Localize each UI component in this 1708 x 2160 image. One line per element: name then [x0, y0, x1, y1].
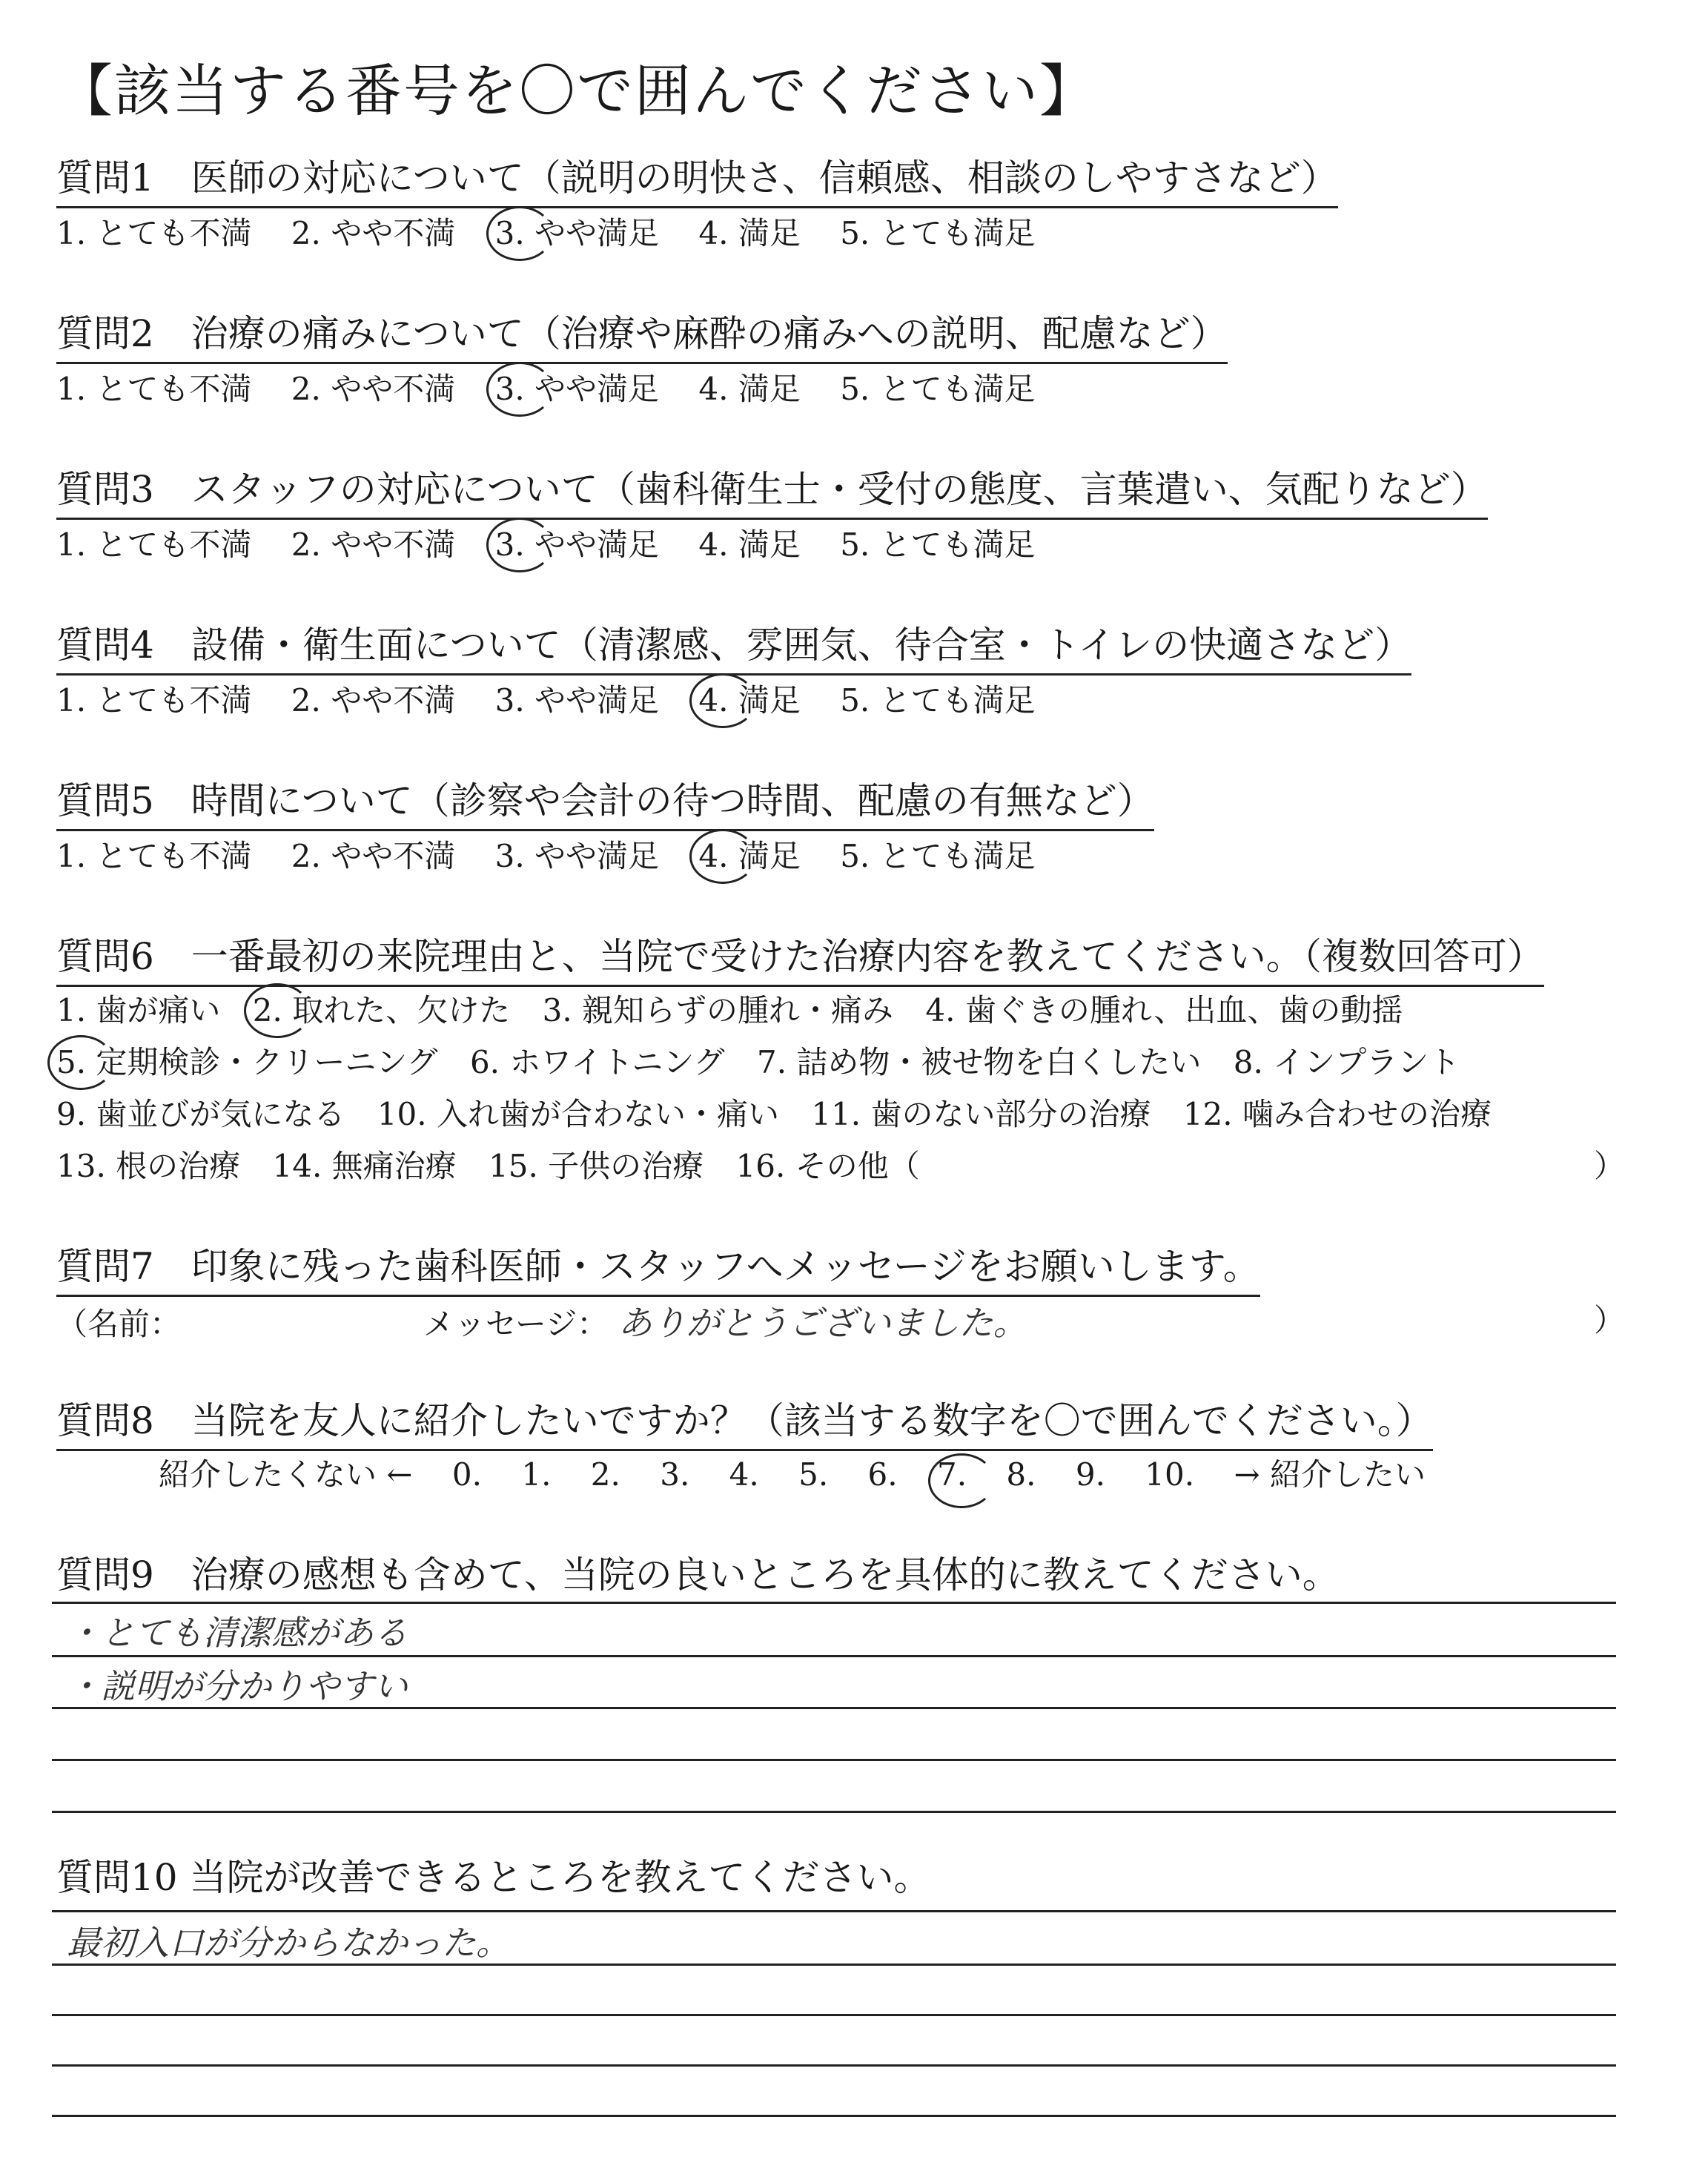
q6-row-4: [56, 1142, 942, 1186]
q9-answer-1[interactable]: ・とても清潔感がある: [67, 1613, 408, 1653]
q8-option-8[interactable]: 8.: [1006, 1456, 1036, 1493]
q9-line-5: [52, 1811, 1616, 1813]
q8-option-0[interactable]: 0.: [451, 1456, 482, 1493]
q5-heading: 質問5 時間について（診察や会計の待つ時間、配慮の有無など）: [56, 771, 1154, 831]
q1-option-5[interactable]: 5. とても満足: [840, 215, 1036, 251]
q9-answer-2[interactable]: ・説明が分かりやすい: [67, 1666, 408, 1706]
q7-message-label: メッセージ：: [423, 1306, 609, 1342]
q5-option-3[interactable]: 3. やや満足: [494, 838, 660, 874]
q10-answer-1[interactable]: 最初入口が分からなかった。: [67, 1923, 510, 1963]
q9-line-2: [52, 1655, 1616, 1657]
q3-option-5[interactable]: 5. とても満足: [840, 526, 1036, 563]
q1-option-3[interactable]: 3. やや満足: [495, 209, 659, 254]
q1-option-1[interactable]: 1. とても不満: [56, 215, 252, 251]
q6-heading: 質問6 一番最初の来院理由と、当院で受けた治療内容を教えてください。（複数回答可）: [56, 927, 1544, 987]
q3-options: [56, 521, 1065, 565]
q1-heading: 質問1 医師の対応について（説明の明快さ、信頼感、相談のしやすさなど）: [56, 148, 1338, 208]
q1-option-4[interactable]: 4. 満足: [698, 215, 801, 251]
q2-options: [56, 365, 1065, 409]
q2-option-5[interactable]: 5. とても満足: [840, 371, 1036, 407]
q8-option-1[interactable]: 1.: [521, 1456, 552, 1493]
q5-option-1[interactable]: 1. とても不満: [56, 838, 252, 874]
q4-option-3[interactable]: 3. やや満足: [494, 682, 660, 719]
q7-close: ）: [1593, 1302, 1625, 1338]
q6-option-12[interactable]: 12. 噛み合わせの治療: [1182, 1096, 1492, 1132]
q10-line-2: [52, 1964, 1616, 1966]
q3-option-2[interactable]: 2. やや不満: [291, 526, 456, 563]
q10-line-4: [52, 2064, 1616, 2067]
q8-right-label: → 紹介したい: [1234, 1456, 1426, 1493]
q8-heading: 質問8 当院を友人に紹介したいですか？（該当する数字を〇で囲んでください。）: [56, 1391, 1433, 1451]
q6-option-16[interactable]: 16. その他（: [735, 1148, 920, 1184]
q8-option-5[interactable]: 5.: [798, 1456, 829, 1493]
q3-option-4[interactable]: 4. 満足: [698, 526, 801, 563]
q8-option-4[interactable]: 4.: [729, 1456, 759, 1493]
q6-option-1[interactable]: 1. 歯が痛い: [56, 992, 221, 1028]
q2-option-1[interactable]: 1. とても不満: [56, 371, 252, 407]
q6-option-14[interactable]: 14. 無痛治療: [272, 1148, 457, 1184]
q3-heading: 質問3 スタッフの対応について（歯科衛生士・受付の態度、言葉遣い、気配りなど）: [56, 460, 1488, 520]
q6-option-8[interactable]: 8. インプラント: [1233, 1044, 1460, 1080]
q6-option-10[interactable]: 10. 入れ歯が合わない・痛い: [377, 1096, 779, 1132]
q8-left-label: 紹介したくない ←: [159, 1456, 413, 1493]
q2-option-3[interactable]: 3. やや満足: [495, 365, 659, 409]
q6-option-15[interactable]: 15. 子供の治療: [489, 1148, 704, 1184]
page-title: 【該当する番号を〇で囲んでください】: [56, 58, 1097, 124]
q9-line-1: [52, 1602, 1616, 1604]
q3-option-3[interactable]: 3. やや満足: [495, 521, 659, 565]
q9-heading: 質問9 治療の感想も含めて、当院の良いところを具体的に教えてください。: [56, 1553, 1340, 1596]
q7-answer-line: [56, 1296, 1027, 1345]
q8-option-2[interactable]: 2.: [590, 1456, 620, 1493]
q8-option-9[interactable]: 9.: [1075, 1456, 1105, 1493]
q8-option-10[interactable]: 10.: [1145, 1456, 1195, 1493]
q8-option-3[interactable]: 3.: [660, 1456, 690, 1493]
q6-option-7[interactable]: 7. 詰め物・被せ物を白くしたい: [756, 1044, 1202, 1080]
q10-line-5: [52, 2115, 1616, 2117]
q6-other-close: ）: [1593, 1148, 1625, 1184]
q9-line-4: [52, 1759, 1616, 1761]
q6-option-3[interactable]: 3. 親知らずの腫れ・痛み: [542, 992, 894, 1028]
q5-options: [56, 832, 1065, 876]
q5-option-2[interactable]: 2. やや不満: [291, 838, 456, 874]
q8-scale-line: [159, 1450, 1426, 1495]
q7-heading: 質問7 印象に残った歯科医師・スタッフへメッセージをお願いします。: [56, 1237, 1260, 1297]
q10-heading: 質問10 当院が改善できるところを教えてください。: [56, 1856, 931, 1899]
q1-options: [56, 209, 1065, 254]
q4-option-5[interactable]: 5. とても満足: [840, 682, 1036, 719]
q8-option-7[interactable]: 7.: [936, 1456, 967, 1493]
q4-heading: 質問4 設備・衛生面について（清潔感、雰囲気、待合室・トイレの快適さなど）: [56, 615, 1411, 676]
q5-option-5[interactable]: 5. とても満足: [840, 838, 1036, 874]
q10-line-3: [52, 2014, 1616, 2016]
q6-option-9[interactable]: 9. 歯並びが気になる: [56, 1096, 345, 1132]
q9-line-3: [52, 1707, 1616, 1709]
q6-option-13[interactable]: 13. 根の治療: [56, 1148, 241, 1184]
q2-option-2[interactable]: 2. やや不満: [291, 371, 456, 407]
q4-option-1[interactable]: 1. とても不満: [56, 682, 252, 719]
q1-option-2[interactable]: 2. やや不満: [291, 215, 456, 251]
q2-option-4[interactable]: 4. 満足: [698, 371, 801, 407]
q6-option-4[interactable]: 4. 歯ぐきの腫れ、出血、歯の動揺: [925, 992, 1403, 1028]
q6-row-2: [56, 1038, 1482, 1083]
q6-option-6[interactable]: 6. ホワイトニング: [469, 1044, 725, 1080]
q5-option-4[interactable]: 4. 満足: [698, 832, 800, 876]
q4-option-4[interactable]: 4. 満足: [698, 676, 800, 721]
q10-line-1: [52, 1910, 1616, 1912]
q3-option-1[interactable]: 1. とても不満: [56, 526, 252, 563]
q8-option-6[interactable]: 6.: [867, 1456, 898, 1493]
q6-row-1: [56, 986, 1425, 1031]
q6-row-3: [56, 1090, 1514, 1135]
q7-message[interactable]: ありがとうございました。: [618, 1303, 1027, 1343]
q2-heading: 質問2 治療の痛みについて（治療や麻酔の痛みへの説明、配慮など）: [56, 304, 1228, 364]
q4-options: [56, 676, 1065, 721]
q7-name-label: （名前：: [56, 1306, 182, 1342]
q6-option-5[interactable]: 5. 定期検診・クリーニング: [56, 1038, 438, 1083]
q4-option-2[interactable]: 2. やや不満: [291, 682, 456, 719]
q6-option-11[interactable]: 11. 歯のない部分の治療: [811, 1096, 1151, 1132]
q6-option-2[interactable]: 2. 取れた、欠けた: [253, 986, 510, 1031]
